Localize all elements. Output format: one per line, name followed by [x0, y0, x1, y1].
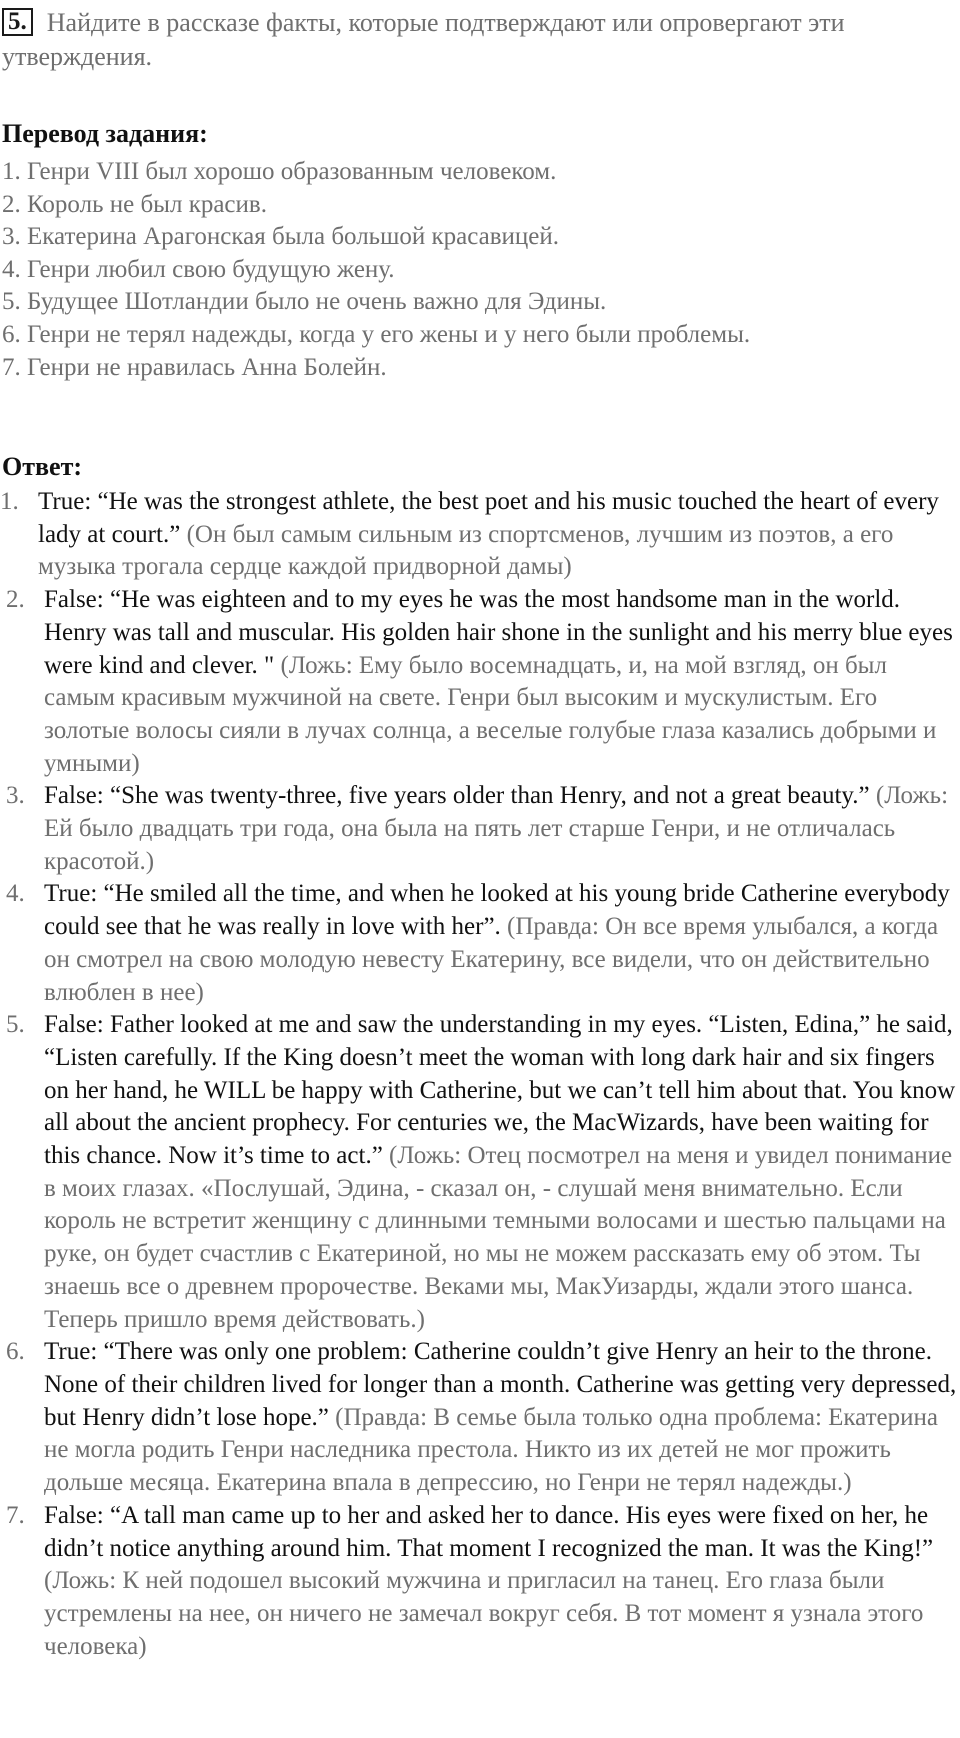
- answer-item: [0, 1009, 960, 1336]
- answer-item: [0, 584, 960, 780]
- answer-russian: (Ложь: К ней подошел высокий мужчина и пригласил на танец. Его глаза были устремлены на нее, он ничего не замечал вокруг себя. В тот момент я узнала этого человека): [44, 1567, 924, 1660]
- answer-english: True: “He was the strongest athlete, the best poet and his music touched the heart of every lady at court.”: [38, 488, 939, 548]
- translation-item: 1. Генри VIII был хорошо образованным человеком.: [2, 158, 557, 185]
- answer-number: 6.: [6, 1338, 25, 1366]
- answer-english: False: “A tall man came up to her and asked her to dance. His eyes were fixed on her, he didn’t notice anything around him. That moment I recognized the man. It was the King!”: [44, 1501, 934, 1562]
- answer-number: 1.: [0, 488, 19, 515]
- task-number-box: 5.: [2, 8, 33, 36]
- answer-english: True: “There was only one problem: Catherine couldn’t give Henry an heir to the throne. None of their children lived for longer than a month. Catherine was getting very depressed, but Henry didn’t lose hope.”: [44, 1338, 957, 1431]
- answer-english: False: “She was twenty-three, five years older than Henry, and not a great beauty.”: [44, 782, 870, 810]
- answer-item: [0, 780, 960, 878]
- answer-item: [0, 486, 960, 584]
- answer-item: [0, 1500, 960, 1664]
- answer-number: 4.: [6, 880, 25, 908]
- translation-item: 6. Генри не терял надежды, когда у его жены и у него были проблемы.: [2, 320, 751, 348]
- answer-heading: Ответ:: [2, 452, 83, 481]
- answer-list: [0, 486, 960, 1663]
- answer-item: [0, 878, 960, 1009]
- answer-russian: (Правда: В семье была только одна проблема: Екатерина не могла родить Генри наследника престола. Никто из их детей не мог прожить дольше месяца. Екатерина впала в депрессию, но Генри не терял надежды.): [44, 1403, 939, 1497]
- translation-heading: Перевод задания:: [2, 119, 208, 148]
- answer-russian: (Ложь: Отец посмотрел на меня и увидел понимание в моих глазах. «Послушай, Эдина, - сказал он, - слушай меня внимательно. Если король не встретит женщину с длинными темными волосами и шестью пальцами на руке, он будет счастлив с Екатериной, но мы не можем рассказать ему об этом. Ты знаешь все о древнем пророчестве. Веками мы, МакУизарды, ждали этого шанса. Теперь пришло время действовать.): [44, 1142, 953, 1333]
- translation-list: [2, 156, 952, 384]
- answer-english: False: Father looked at me and saw the understanding in my eyes. “Listen, Edina,” he said, “Listen carefully. If the King doesn’t meet the woman with long dark hair and six fingers on her hand, he WILL be happy with Catherine, but we can’t tell him about that. You know all about the ancient prophecy. For centuries we, the MacWizards, have been waiting for this chance. Now it’s time to act.”: [44, 1011, 956, 1170]
- translation-item: 2. Король не был красив.: [2, 190, 267, 218]
- translation-item: 4. Генри любил свою будущую жену.: [2, 255, 395, 283]
- task-text: Найдите в рассказе факты, которые подтверждают или опровергают эти утверждения.: [2, 8, 845, 71]
- answer-russian: (Ложь: Ей было двадцать три года, она была на пять лет старше Генри, и не отличалась красотой.): [44, 782, 949, 875]
- task-statement: [2, 6, 952, 74]
- answer-russian: (Он был самым сильным из спортсменов, лучшим из поэтов, а его музыка трогала сердце каждой придворной дамы): [38, 520, 894, 581]
- answer-number: 2.: [6, 586, 25, 614]
- answer-russian: (Ложь: Ему было восемнадцать, и, на мой взгляд, он был самым красивым мужчиной на свете. Генри был высоким и мускулистым. Его золотые волосы сияли в лучах солнца, а веселые голубые глаза казались добрыми и умными): [44, 651, 937, 777]
- answer-number: 7.: [6, 1501, 25, 1529]
- answer-number: 5.: [6, 1011, 25, 1039]
- translation-item: 3. Екатерина Арагонская была большой красавицей.: [2, 223, 559, 251]
- translation-item: 5. Будущее Шотландии было не очень важно для Эдины.: [2, 288, 607, 316]
- answer-english: True: “He smiled all the time, and when he looked at his young bride Catherine everybody could see that he was really in love with her”.: [44, 880, 950, 941]
- answer-item: [0, 1336, 960, 1500]
- answer-number: 3.: [6, 782, 25, 810]
- translation-item: 7. Генри не нравилась Анна Болейн.: [2, 353, 387, 381]
- answer-english: False: “He was eighteen and to my eyes he was the most handsome man in the world. Henry was tall and muscular. His golden hair shone in the sunlight and his merry blue eyes were kind and clever. ": [44, 586, 953, 679]
- answer-russian: (Правда: Он все время улыбался, а когда он смотрел на свою молодую невесту Екатерину, все видели, что он действительно влюблен в нее): [44, 913, 939, 1006]
